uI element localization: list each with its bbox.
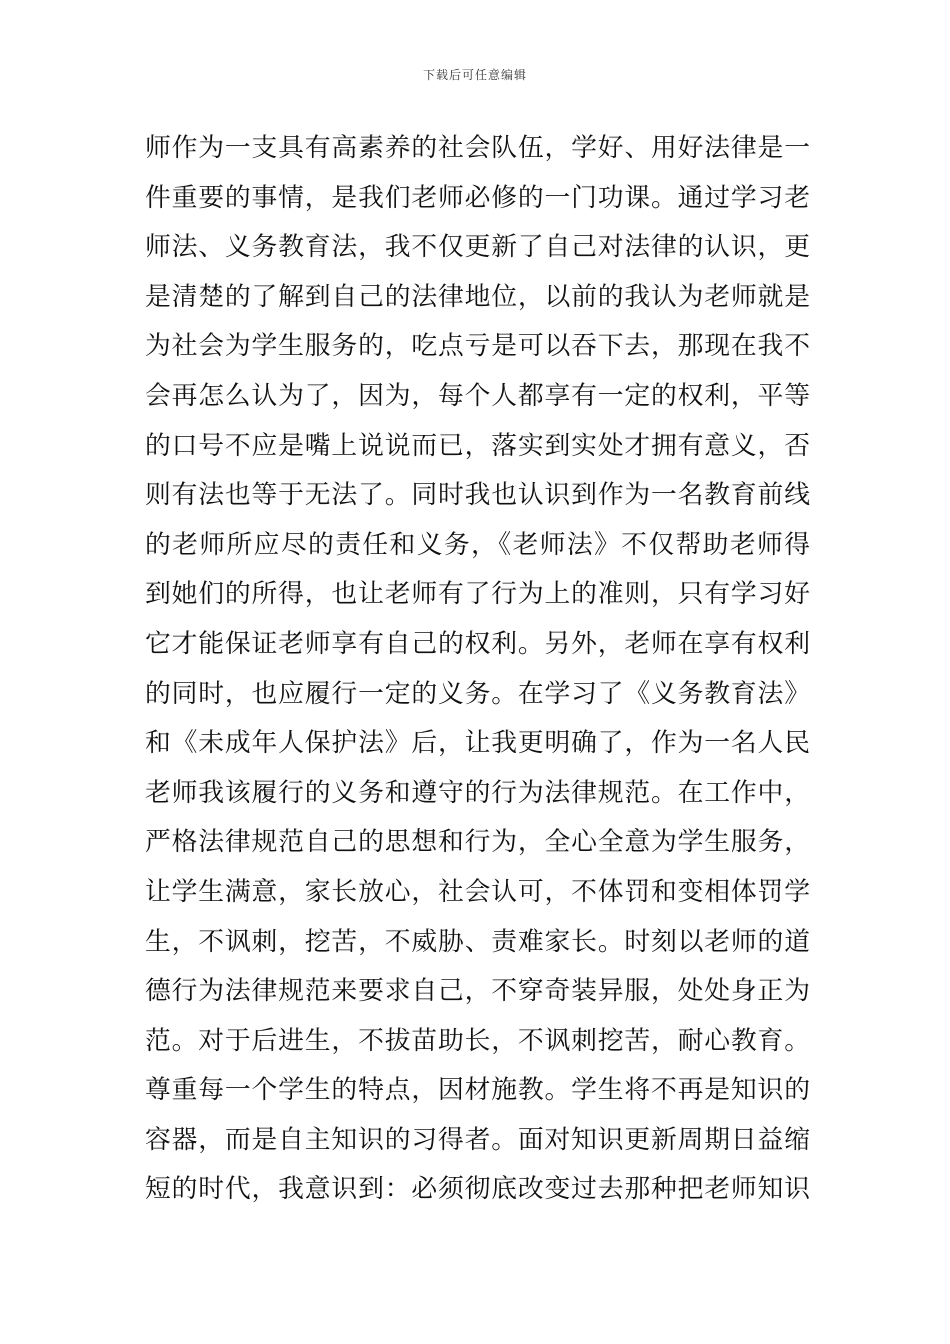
text-line: 的口号不应是嘴上说说而已，落实到实处才拥有意义，否: [145, 430, 810, 461]
text-line: 的同时，也应履行一定的义务。在学习了《义务教育法》: [145, 678, 810, 709]
text-line: 它才能保证老师享有自己的权利。另外，老师在享有权利: [145, 628, 810, 659]
document-body: [145, 124, 810, 1215]
text-line: 尊重每一个学生的特点，因材施教。学生将不再是知识的: [145, 1075, 810, 1106]
text-line: 件重要的事情，是我们老师必修的一门功课。通过学习老: [145, 182, 810, 213]
text-line: 为社会为学生服务的，吃点亏是可以吞下去，那现在我不: [145, 331, 810, 362]
text-line: 是清楚的了解到自己的法律地位，以前的我认为老师就是: [145, 281, 810, 312]
text-line: 短的时代，我意识到：必须彻底改变过去那种把老师知识: [145, 1174, 810, 1205]
text-line: 严格法律规范自己的思想和行为，全心全意为学生服务，: [145, 827, 810, 858]
text-line: 生，不讽刺，挖苦，不威胁、责难家长。时刻以老师的道: [145, 926, 810, 957]
text-line: 则有法也等于无法了。同时我也认识到作为一名教育前线: [145, 480, 810, 511]
text-line: 范。对于后进生，不拔苗助长，不讽刺挖苦，耐心教育。: [145, 1025, 810, 1056]
text-line: 师法、义务教育法，我不仅更新了自己对法律的认识，更: [145, 232, 810, 263]
text-line: 到她们的所得，也让老师有了行为上的准则，只有学习好: [145, 579, 810, 610]
text-line: 让学生满意，家长放心，社会认可，不体罚和变相体罚学: [145, 876, 810, 907]
text-line: 师作为一支具有高素养的社会队伍，学好、用好法律是一: [145, 133, 810, 163]
text-line: 和《未成年人保护法》后，让我更明确了，作为一名人民: [145, 728, 810, 759]
text-line: 的老师所应尽的责任和义务，《老师法》不仅帮助老师得: [145, 529, 810, 560]
text-line: 容器，而是自主知识的习得者。面对知识更新周期日益缩: [145, 1124, 810, 1155]
text-line: 老师我该履行的义务和遵守的行为法律规范。在工作中，: [145, 777, 810, 808]
text-line: 德行为法律规范来要求自己，不穿奇装异服，处处身正为: [145, 976, 810, 1007]
header-note: 下载后可任意编辑: [422, 68, 527, 82]
text-line: 会再怎么认为了，因为，每个人都享有一定的权利，平等: [145, 380, 810, 411]
